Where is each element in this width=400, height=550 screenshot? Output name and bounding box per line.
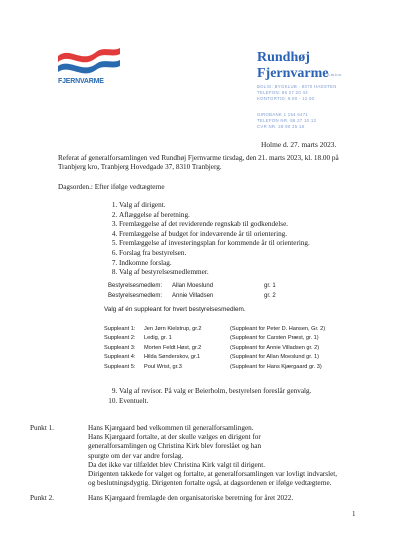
member-group: gr. 1 — [264, 283, 276, 289]
alternate-label: Suppleant 2: — [104, 335, 136, 342]
address-line: TELEFON NR. 86 27 10 13 — [257, 118, 317, 123]
agenda-item: 6. Forslag fra bestyrelsen. — [119, 249, 369, 259]
punkt-1-line: Da det ikke var tilfældet blev Christina Kirk valgt til dirigent. — [88, 460, 266, 469]
board-members-table — [108, 281, 276, 301]
member-name: Annie Villadsen — [172, 293, 214, 299]
alternate-note: (Suppleant for Annie Villadsen gr. 2) — [230, 344, 320, 351]
alternate-label: Suppleant 4: — [104, 354, 136, 361]
company-suffix: A.m.b.a — [327, 72, 341, 77]
agenda-item: 10. Eventuelt. — [119, 397, 369, 407]
alternate-note: (Suppleant for Hans Kjærgaard gr. 3) — [230, 363, 322, 370]
address-line: TELEFON: 86 27 20 44 — [257, 90, 308, 95]
agenda-item: 9. Valg af revisor. På valg er Beierholm, bestyrelsen foreslår genvalg. — [119, 387, 369, 397]
alternate-row — [104, 324, 325, 334]
member-role: Bestyrelsesmedlem: — [108, 283, 163, 289]
address-line: BOLIG: BYGKLUB · 8370 HADSTEN — [257, 84, 337, 89]
punkt-2-label: Punkt 2. — [30, 494, 54, 502]
alternate-name: Morten Feldt Høst, gr.2 — [144, 344, 202, 351]
punkt-1-line: Hans Kjærgaard bød velkommen til generalforsamlingen. — [88, 424, 254, 432]
alternate-name: Poul Wrist, gr.3 — [144, 363, 182, 370]
punkt-1-line: og beslutningsdygtig. Dirigenten fortalte også, at dagsordenen er ifølge vedtægterne. — [88, 479, 332, 488]
agenda-list — [103, 201, 369, 278]
alternates-table — [104, 324, 325, 372]
flame-wave-icon — [56, 46, 122, 80]
agenda-item: 5. Fremlæggelse af investeringsplan for kommende år til orientering. — [119, 239, 369, 249]
address-line: GIROBANK 1 154 6471 — [257, 112, 309, 117]
alternate-label: Suppleant 1: — [104, 325, 136, 332]
member-group: gr. 2 — [264, 293, 276, 299]
member-row — [108, 291, 276, 301]
address-line: KONTORTID: 9.00 - 12.00 — [257, 96, 315, 101]
logo-text: FJERNVARME — [58, 78, 104, 85]
alternate-name: Ledig, gr. 1 — [144, 335, 172, 342]
alternate-note: (Suppleant for Allan Moeslund gr. 1) — [230, 354, 319, 361]
company-name-line2: Fjernvarme — [257, 66, 329, 81]
alternates-label: Valg af én suppleant for hvert bestyrelsesmedlem. — [104, 306, 246, 313]
punkt-1-line: generalforsamlingen og Christina Kirk blev foreslået og han — [88, 442, 262, 451]
alternate-row — [104, 343, 325, 353]
member-row — [108, 281, 276, 291]
alternate-label: Suppleant 5: — [104, 363, 136, 370]
agenda-item: 4. Fremlæggelse af budget for indeværende år til orientering. — [119, 230, 369, 240]
member-name: Allan Moeslund — [172, 283, 214, 289]
agenda-label: Dagsorden.: Efter ifølge vedtægterne — [58, 183, 165, 191]
alternate-name: Jen Jørn Kielstrup, gr.2 — [144, 325, 202, 332]
alternate-note: (Suppleant for Peter D. Hansen, Gr. 2) — [230, 325, 326, 332]
agenda-list-continued — [103, 387, 369, 406]
document-date: Holme d. 27. marts 2023. — [261, 140, 337, 149]
address-line: CVR NR. 28 90 25 18 — [257, 124, 305, 129]
alternate-name: Hilda Sønderskov, gr.1 — [144, 354, 201, 361]
company-name-line1: Rundhøj — [257, 50, 310, 65]
alternate-note: (Suppleant for Carsten Præst, gr. 1) — [230, 335, 319, 342]
page-number: 1 — [352, 510, 356, 518]
punkt-1-line: Hans Kjærgaard fortalte, at der skulle vælges en dirigent for — [88, 433, 261, 442]
punkt-1-label: Punkt 1. — [30, 424, 54, 432]
punkt-1-line: Dirigenten takkede for valget og fortalte, at generalforsamlingen var lovligt indvarslet, — [88, 470, 338, 479]
agenda-item: 7. Indkomne forslag. — [119, 259, 369, 269]
alternate-label: Suppleant 3: — [104, 344, 136, 351]
punkt-2-text: Hans Kjærgaard fremlagde den organisatoriske beretning for året 2022. — [88, 494, 294, 502]
agenda-item: 3. Fremlæggelse af det reviderende regnskab til godkendelse. — [119, 220, 369, 230]
alternate-row — [104, 353, 325, 363]
agenda-item: 1. Valg af dirigent. — [119, 201, 369, 211]
agenda-item: 8. Valg af bestyrelsesmedlemmer. — [119, 268, 369, 278]
intro-paragraph: Referat af generalforsamlingen ved Rundhøj Fjernvarme tirsdag, den 21. marts 2023, kl. 18.00 på Tranbjerg kro, Tranbjerg Hovedgade 37, 8310 Tranbjerg. — [58, 154, 339, 172]
punkt-1-line: spurgte om der var andre forslag. — [88, 451, 184, 460]
punkt-1-text — [88, 424, 368, 488]
alternate-row — [104, 334, 325, 344]
alternate-row — [104, 362, 325, 372]
agenda-item: 2. Aflæggelse af beretning. — [119, 211, 369, 221]
member-role: Bestyrelsesmedlem: — [108, 293, 163, 299]
